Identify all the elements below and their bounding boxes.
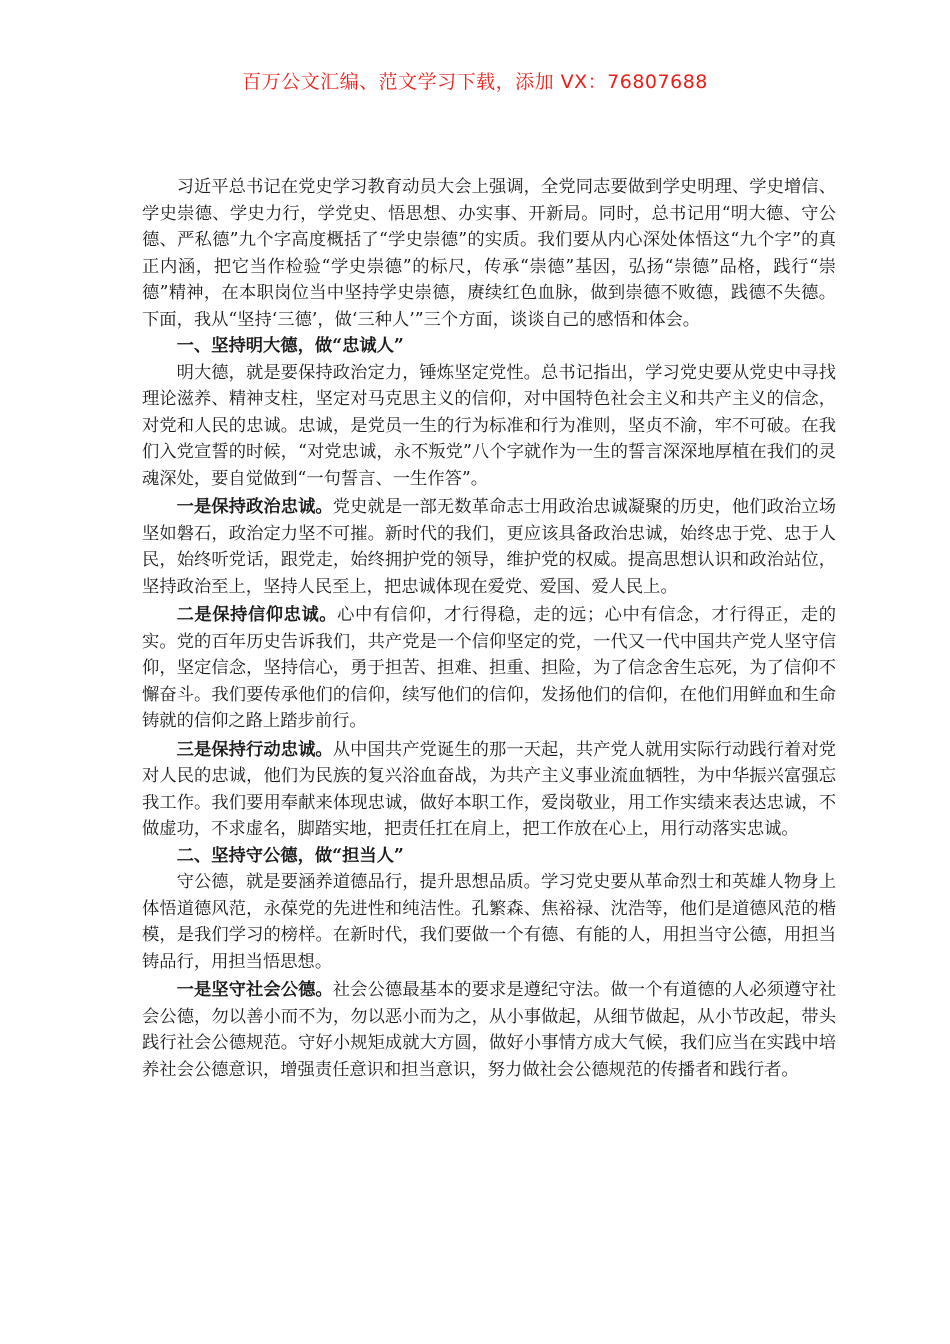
- point-text: 心中有信仰，才行得稳，走的远；心中有信念，才行得正，走的实。党的百年历史告诉我们，共产党是一个信仰坚定的党，一代又一代中国共产党人坚守信仰，坚定信念，坚持信心，勇于担苦、担难、担重、担险，为了信念舍生忘死，为了信仰不懈奋斗。我们要传承他们的信仰，续写他们的信仰，发扬他们的信仰，在他们用鲜血和生命铸就的信仰之路上踏步前行。: [142, 605, 836, 731]
- point-text: 社会公德最基本的要求是遵纪守法。做一个有道德的人必须遵守社会公德，勿以善小而不为，勿以恶小而为之，从小事做起，从细节做起，从小节改起，带头践行社会公德规范。守好小规矩成就大方圆，做好小事情方成大气候，我们应当在实践中培养社会公德意识，增强责任意识和担当意识，努力做社会公德规范的传播者和践行者。: [142, 980, 836, 1080]
- point-text: 党史就是一部无数革命志士用政治忠诚凝聚的历史，他们政治立场坚如磐石，政治定力坚不可摧。新时代的我们，更应该具备政治忠诚，始终忠于党、忠于人民，始终听党话，跟党走，始终拥护党的领导，维护党的权威。提高思想认识和政治站位，坚持政治至上，坚持人民至上，把忠诚体现在爱党、爱国、爱人民上。: [142, 497, 836, 597]
- section-1-point-2: [142, 602, 836, 735]
- intro-paragraph: 习近平总书记在党史学习教育动员大会上强调，全党同志要做到学史明理、学史增信、学史崇德、学史力行，学党史、悟思想、办实事、开新局。同时，总书记用“明大德、守公德、严私德”九个字高度概括了“学史崇德”的实质。我们要从内心深处体悟这“九个字”的真正内涵，把它当作检验“学史崇德”的标尺，传承“崇德”基因，弘扬“崇德”品格，践行“崇德”精神，在本职岗位当中坚持学史崇德，赓续红色血脉，做到崇德不败德，践德不失德。下面，我从“坚持‘三德’，做‘三种人’”三个方面，谈谈自己的感悟和体会。: [142, 177, 836, 330]
- section-1-point-1: [142, 494, 836, 600]
- point-lead: 一是坚守社会公德。: [176, 980, 333, 1000]
- point-lead: 一是保持政治忠诚。: [176, 497, 333, 517]
- document-body: [142, 174, 836, 1083]
- section-1-body: 明大德，就是要保持政治定力，锤炼坚定党性。总书记指出，学习党史要从党史中寻找理论滋养、精神支柱，坚定对马克思主义的信仰，对中国特色社会主义和共产主义的信念，对党和人民的忠诚。忠诚，是党员一生的行为标准和行为准则，坚贞不渝，牢不可破。在我们入党宣誓的时候，“对党忠诚，永不叛党”八个字就作为一生的誓言深深地厚植在我们的灵魂深处，要自觉做到“一句誓言、一生作答”。: [142, 362, 836, 489]
- point-lead: 三是保持行动忠诚。: [176, 739, 333, 760]
- point-lead: 二是保持信仰忠诚。: [176, 605, 338, 625]
- section-2-point-1: [142, 977, 836, 1083]
- section-1-heading: 一、坚持明大德，做“忠诚人”: [176, 336, 404, 356]
- header-banner: 百万公文汇编、范文学习下载，添加 VX：76807688: [242, 71, 708, 93]
- point-text: 从中国共产党诞生的那一天起，共产党人就用实际行动践行着对党对人民的忠诚，他们为民族的复兴浴血奋战，为共产主义事业流血牺牲，为中华振兴富强忘我工作。我们要用奉献来体现忠诚，做好本职工作，爱岗敬业，用工作实绩来表达忠诚，不做虚功，不求虚名，脚踏实地，把责任扛在肩上，把工作放在心上，用行动落实忠诚。: [142, 739, 836, 839]
- section-2-heading: 二、坚持守公德，做“担当人”: [176, 845, 404, 866]
- section-1-point-3: [142, 737, 836, 843]
- section-2-body: 守公德，就是要涵养道德品行，提升思想品质。学习党史要从革命烈士和英雄人物身上体悟道德风范，永葆党的先进性和纯洁性。孔繁森、焦裕禄、沈浩等，他们是道德风范的楷模，是我们学习的榜样。在新时代，我们要做一个有德、有能的人，用担当守公德，用担当铸品行，用担当悟思想。: [142, 872, 836, 972]
